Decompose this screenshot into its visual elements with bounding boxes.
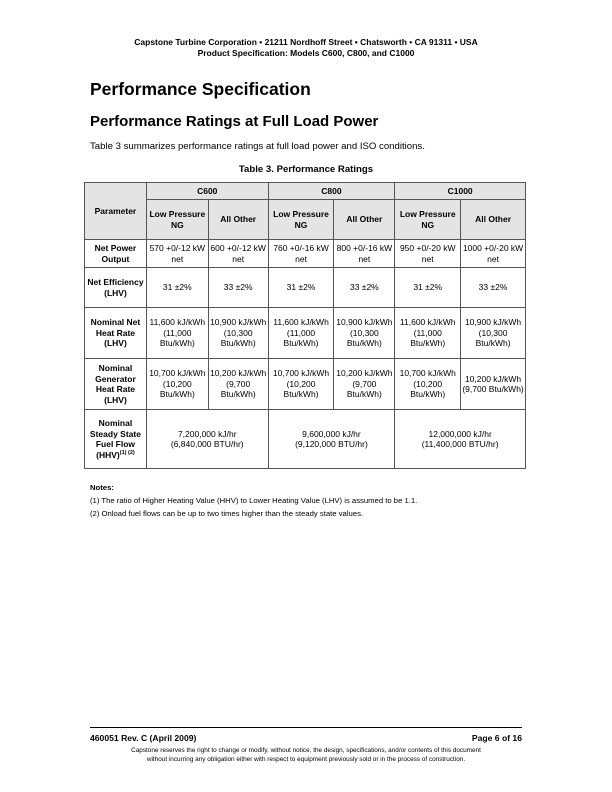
table-cell: 10,900 kJ/kWh (10,300 Btu/kWh) (461, 308, 526, 359)
table-cell: 10,200 kJ/kWh (9,700 Btu/kWh) (334, 359, 395, 410)
table-cell: 33 ±2% (461, 268, 526, 308)
intro-paragraph: Table 3 summarizes performance ratings at full load power and ISO conditions. (90, 141, 425, 152)
table-cell-c600-fuel (146, 410, 268, 469)
table-cell: 11,600 kJ/kWh (11,000 Btu/kWh) (395, 308, 461, 359)
row-label: Nominal Net Heat Rate (LHV) (85, 308, 147, 359)
table-cell: 10,700 kJ/kWh (10,200 Btu/kWh) (268, 359, 334, 410)
document-id: 460051 Rev. C (April 2009) (90, 733, 197, 743)
parameter-header: Parameter (85, 183, 147, 240)
footnote-ref: (1) (2) (119, 449, 135, 456)
footer-divider (90, 727, 522, 728)
fuel-flow-row (85, 410, 526, 469)
section-title: Performance Specification (90, 79, 311, 99)
fuel-btu: (11,400,000 BTU/hr) (421, 439, 499, 449)
notes-title: Notes: (90, 483, 114, 492)
table-cell: 31 ±2% (268, 268, 334, 308)
model-header-c1000: C1000 (395, 183, 526, 200)
table-cell: 600 +0/-12 kW net (208, 240, 268, 268)
table-cell-c800-fuel (268, 410, 395, 469)
table-cell: 11,600 kJ/kWh (11,000 Btu/kWh) (268, 308, 334, 359)
table-cell: 570 +0/-12 kW net (146, 240, 208, 268)
subheader-low-pressure: Low Pressure NG (395, 200, 461, 240)
subheader-all-other: All Other (208, 200, 268, 240)
table-row (85, 240, 526, 268)
model-header-c800: C800 (268, 183, 395, 200)
fuel-flow-label: Nominal Steady State Fuel Flow (HHV) (89, 418, 141, 460)
table-cell-c1000-fuel (395, 410, 526, 469)
table-cell: 10,200 kJ/kWh (9,700 Btu/kWh) (208, 359, 268, 410)
table-cell: 10,700 kJ/kWh (10,200 Btu/kWh) (395, 359, 461, 410)
note-item: (1) The ratio of Higher Heating Value (HHV) to Lower Heating Value (LHV) is assumed to be 1.1. (90, 496, 418, 505)
table-cell: 760 +0/-16 kW net (268, 240, 334, 268)
table-cell: 10,900 kJ/kWh (10,300 Btu/kWh) (334, 308, 395, 359)
table-cell: 31 ±2% (146, 268, 208, 308)
disclaimer-line: without incurring any obligation either with respect to equipment previously sold or in the process of construction. (146, 756, 466, 763)
row-label (85, 410, 147, 469)
header-product-line: Product Specification: Models C600, C800, and C1000 (197, 48, 415, 58)
subheader-low-pressure: Low Pressure NG (268, 200, 334, 240)
table-caption: Table 3. Performance Ratings (238, 164, 374, 175)
table-row (85, 268, 526, 308)
fuel-btu: (6,840,000 BTU/hr) (170, 439, 244, 449)
subheader-low-pressure: Low Pressure NG (146, 200, 208, 240)
table-subheader-row (85, 200, 526, 240)
table-cell: 10,700 kJ/kWh (10,200 Btu/kWh) (146, 359, 208, 410)
subheader-all-other: All Other (461, 200, 526, 240)
table-row (85, 308, 526, 359)
header-company-line: Capstone Turbine Corporation • 21211 Nordhoff Street • Chatsworth • CA 91311 • USA (134, 37, 478, 47)
fuel-kj: 12,000,000 kJ/hr (428, 428, 492, 439)
row-label: Nominal Generator Heat Rate (LHV) (85, 359, 147, 410)
performance-table (84, 182, 526, 469)
fuel-kj: 9,600,000 kJ/hr (302, 428, 361, 439)
table-row (85, 359, 526, 410)
note-item: (2) Onload fuel flows can be up to two times higher than the steady state values. (90, 509, 364, 518)
table-cell: 33 ±2% (208, 268, 268, 308)
fuel-btu: (9,120,000 BTU/hr) (295, 439, 368, 449)
page-header (0, 37, 612, 59)
table-cell: 950 +0/-20 kW net (395, 240, 461, 268)
disclaimer-line: Capstone reserves the right to change or modify, without notice, the design, specifications, and/or contents of this document (131, 747, 481, 754)
footer-disclaimer (60, 746, 552, 764)
subsection-title: Performance Ratings at Full Load Power (90, 113, 379, 130)
page-number: Page 6 of 16 (471, 733, 522, 743)
model-header-c600: C600 (146, 183, 268, 200)
table-cell: 33 ±2% (334, 268, 395, 308)
fuel-kj: 7,200,000 kJ/hr (177, 428, 237, 439)
table-cell: 11,600 kJ/kWh (11,000 Btu/kWh) (146, 308, 208, 359)
subheader-all-other: All Other (334, 200, 395, 240)
table-cell: 31 ±2% (395, 268, 461, 308)
table-cell: 1000 +0/-20 kW net (461, 240, 526, 268)
table-cell: 800 +0/-16 kW net (334, 240, 395, 268)
table-cell: 10,200 kJ/kWh (9,700 Btu/kWh) (461, 359, 526, 410)
table-notes (90, 481, 417, 520)
table-header-row (85, 183, 526, 200)
table-cell: 10,900 kJ/kWh (10,300 Btu/kWh) (208, 308, 268, 359)
row-label: Net Efficiency (LHV) (85, 268, 147, 308)
row-label: Net Power Output (85, 240, 147, 268)
